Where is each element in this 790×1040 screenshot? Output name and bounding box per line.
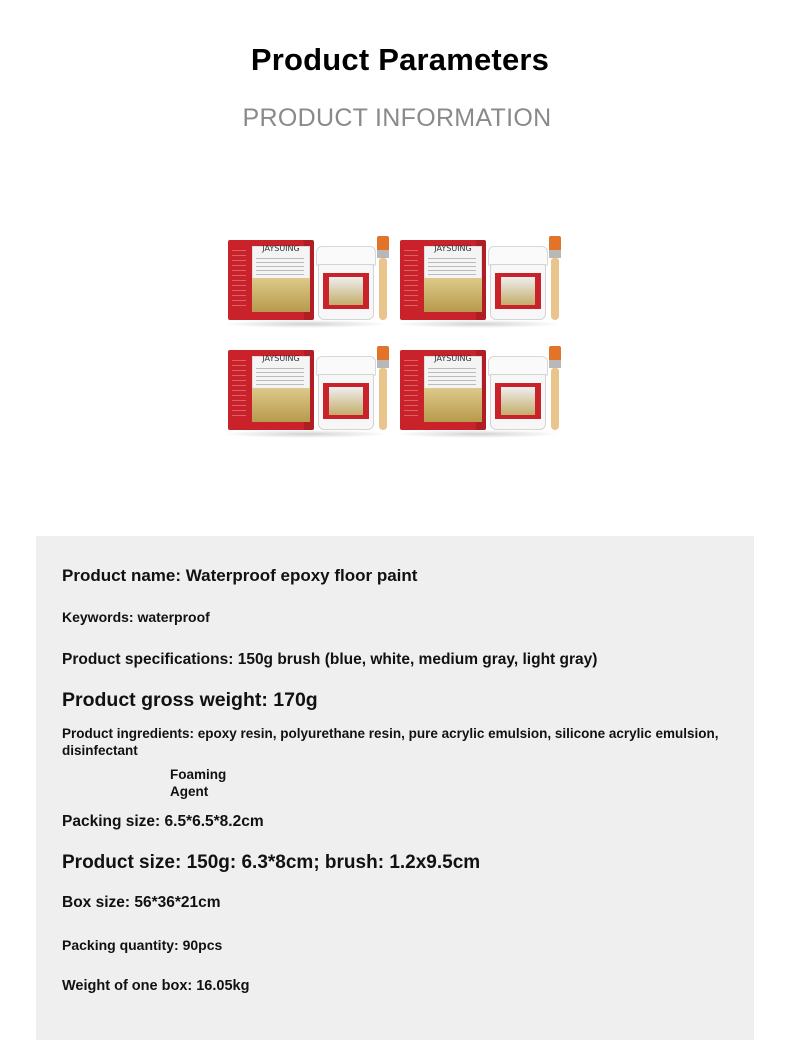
product-kit bbox=[394, 232, 566, 324]
box-brand: JAYSUING bbox=[434, 244, 472, 253]
brush-ferrule bbox=[549, 360, 561, 368]
product-box bbox=[228, 350, 314, 430]
brush-handle bbox=[379, 368, 387, 430]
brush-bristle bbox=[377, 236, 389, 250]
jar-lid bbox=[488, 246, 548, 266]
product-specifications: Product specifications: 150g brush (blue, white, medium gray, light gray) bbox=[62, 651, 598, 668]
paint-jar bbox=[488, 356, 546, 430]
product-box bbox=[400, 350, 486, 430]
brush-bristle bbox=[377, 346, 389, 360]
page-subtitle: PRODUCT INFORMATION bbox=[242, 104, 552, 132]
paint-jar bbox=[488, 246, 546, 320]
jar-body bbox=[490, 374, 546, 430]
box-brand: JAYSUING bbox=[262, 244, 300, 253]
product-kit bbox=[394, 342, 566, 434]
packing-size: Packing size: 6.5*6.5*8.2cm bbox=[62, 813, 264, 830]
jar-body bbox=[318, 374, 374, 430]
paint-jar bbox=[316, 246, 374, 320]
product-keywords: Keywords: waterproof bbox=[62, 609, 210, 625]
brush-ferrule bbox=[549, 250, 561, 258]
paint-brush bbox=[376, 236, 390, 322]
jar-label-photo bbox=[329, 387, 363, 415]
product-name: Product name: Waterproof epoxy floor paint bbox=[62, 566, 418, 585]
brush-bristle bbox=[549, 236, 561, 250]
brush-handle bbox=[551, 258, 559, 320]
product-kit bbox=[222, 342, 394, 434]
product-info-panel bbox=[36, 536, 754, 1040]
box-text-lines bbox=[256, 368, 304, 386]
brush-handle bbox=[551, 368, 559, 430]
paint-brush bbox=[376, 346, 390, 432]
box-brand: JAYSUING bbox=[434, 354, 472, 363]
box-floor-photo bbox=[424, 278, 482, 312]
kit-shadow bbox=[394, 430, 562, 438]
packing-quantity: Packing quantity: 90pcs bbox=[62, 937, 223, 953]
kit-shadow bbox=[222, 430, 390, 438]
box-text-lines bbox=[256, 258, 304, 276]
paint-brush bbox=[548, 236, 562, 322]
box-text-lines bbox=[428, 258, 476, 276]
product-ingredients-extra: Foaming Agent bbox=[170, 767, 227, 799]
brush-handle bbox=[379, 258, 387, 320]
product-gross-weight: Product gross weight: 170g bbox=[62, 689, 318, 711]
brush-ferrule bbox=[377, 360, 389, 368]
jar-lid bbox=[316, 246, 376, 266]
box-floor-photo bbox=[252, 388, 310, 422]
box-side-print bbox=[404, 360, 418, 418]
brush-bristle bbox=[549, 346, 561, 360]
product-box bbox=[228, 240, 314, 320]
box-weight: Weight of one box: 16.05kg bbox=[62, 978, 250, 994]
jar-label-photo bbox=[501, 387, 535, 415]
kit-shadow bbox=[222, 320, 390, 328]
product-box bbox=[400, 240, 486, 320]
kit-shadow bbox=[394, 320, 562, 328]
box-text-lines bbox=[428, 368, 476, 386]
box-side-print bbox=[404, 250, 418, 308]
jar-label-photo bbox=[329, 277, 363, 305]
box-side-print bbox=[232, 250, 246, 308]
jar-lid bbox=[488, 356, 548, 376]
jar-lid bbox=[316, 356, 376, 376]
paint-jar bbox=[316, 356, 374, 430]
jar-label-photo bbox=[501, 277, 535, 305]
jar-body bbox=[318, 264, 374, 320]
brush-ferrule bbox=[377, 250, 389, 258]
box-side-print bbox=[232, 360, 246, 418]
product-ingredients: Product ingredients: epoxy resin, polyurethane resin, pure acrylic emulsion, silicone acrylic emulsion, disinfectant bbox=[62, 726, 719, 758]
box-floor-photo bbox=[424, 388, 482, 422]
box-floor-photo bbox=[252, 278, 310, 312]
jar-body bbox=[490, 264, 546, 320]
page-title: Product Parameters bbox=[250, 42, 550, 77]
box-brand: JAYSUING bbox=[262, 354, 300, 363]
product-image bbox=[222, 232, 572, 432]
box-size: Box size: 56*36*21cm bbox=[62, 894, 221, 911]
paint-brush bbox=[548, 346, 562, 432]
product-kit bbox=[222, 232, 394, 324]
product-size: Product size: 150g: 6.3*8cm; brush: 1.2x9.5cm bbox=[62, 852, 481, 873]
